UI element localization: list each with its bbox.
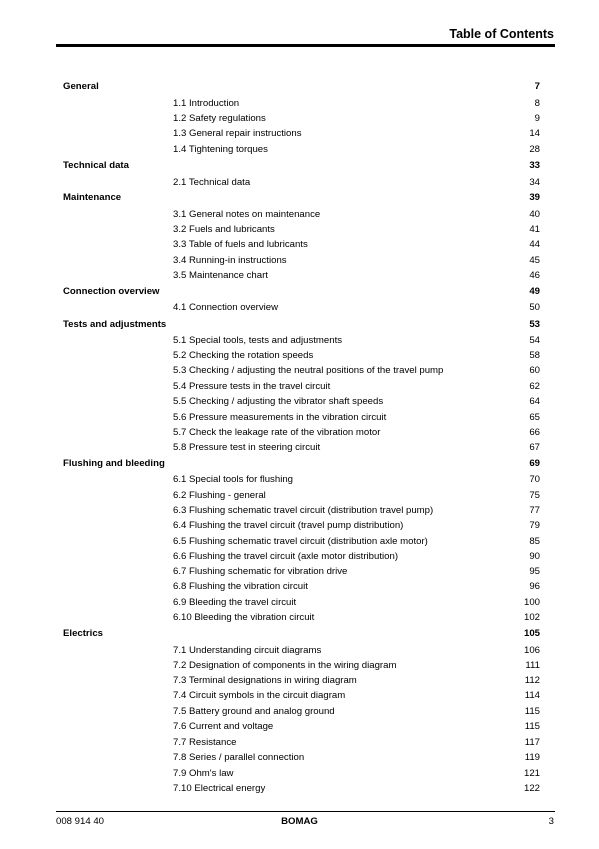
toc-page-number: 7 — [534, 81, 540, 92]
toc-item-row[interactable] — [0, 223, 599, 237]
header-rule — [56, 44, 555, 47]
toc-page-number: 41 — [529, 224, 540, 235]
toc-item-row[interactable] — [0, 689, 599, 703]
toc-item-title: 6.2 Flushing - general — [173, 490, 266, 501]
toc-item-title: 4.1 Connection overview — [173, 302, 279, 313]
toc-item-row[interactable] — [0, 611, 599, 625]
toc-item-row[interactable] — [0, 238, 599, 252]
toc-page-number: 96 — [529, 581, 540, 592]
toc-page-number: 60 — [529, 365, 540, 376]
toc-item-title: 3.3 Table of fuels and lubricants — [173, 239, 308, 250]
toc-item-title: 6.9 Bleeding the travel circuit — [173, 597, 297, 608]
toc-item-row[interactable] — [0, 550, 599, 564]
toc-item-row[interactable] — [0, 395, 599, 409]
toc-item-row[interactable] — [0, 411, 599, 425]
toc-page-number: 54 — [529, 335, 540, 346]
toc-item-row[interactable] — [0, 127, 599, 141]
toc-item-row[interactable] — [0, 674, 599, 688]
toc-page-number: 44 — [529, 239, 540, 250]
toc-item-row[interactable] — [0, 334, 599, 348]
toc-page-number: 28 — [529, 144, 540, 155]
toc-section-title: Tests and adjustments — [63, 319, 167, 330]
toc-item-row[interactable] — [0, 426, 599, 440]
toc-item-row[interactable] — [0, 580, 599, 594]
toc-section-title: Technical data — [63, 160, 129, 171]
toc-item-row[interactable] — [0, 705, 599, 719]
toc-item-title: 6.4 Flushing the travel circuit (travel pump distribution) — [173, 520, 404, 531]
toc-page-number: 33 — [529, 160, 540, 171]
toc-item-row[interactable] — [0, 269, 599, 283]
toc-section-title: Flushing and bleeding — [63, 458, 165, 469]
toc-item-row[interactable] — [0, 349, 599, 363]
toc-item-row[interactable] — [0, 364, 599, 378]
toc-item-row[interactable] — [0, 720, 599, 734]
toc-item-title: 7.4 Circuit symbols in the circuit diagram — [173, 690, 346, 701]
toc-item-row[interactable] — [0, 489, 599, 503]
toc-item-title: 2.1 Technical data — [173, 177, 251, 188]
toc-page-number: 50 — [529, 302, 540, 313]
toc-page-number: 77 — [529, 505, 540, 516]
toc-item-title: 5.4 Pressure tests in the travel circuit — [173, 381, 331, 392]
toc-item-row[interactable] — [0, 736, 599, 750]
toc-item-row[interactable] — [0, 97, 599, 111]
toc-item-title: 7.10 Electrical energy — [173, 783, 266, 794]
toc-page-number: 39 — [529, 192, 540, 203]
toc-page-number: 112 — [524, 675, 540, 686]
toc-item-title: 1.1 Introduction — [173, 98, 240, 109]
toc-item-title: 6.3 Flushing schematic travel circuit (distribution travel pump) — [173, 505, 434, 516]
toc-item-row[interactable] — [0, 504, 599, 518]
toc-item-row[interactable] — [0, 208, 599, 222]
toc-item-title: 7.6 Current and voltage — [173, 721, 274, 732]
toc-page-number: 46 — [529, 270, 540, 281]
toc-item-title: 5.5 Checking / adjusting the vibrator shaft speeds — [173, 396, 384, 407]
toc-page-number: 85 — [529, 536, 540, 547]
page-title: Table of Contents — [449, 27, 554, 41]
toc-item-title: 7.7 Resistance — [173, 737, 237, 748]
toc-page-number: 122 — [523, 783, 540, 794]
toc-item-row[interactable] — [0, 644, 599, 658]
toc-page-number: 100 — [523, 597, 540, 608]
toc-item-row[interactable] — [0, 596, 599, 610]
toc-page-number: 75 — [529, 490, 540, 501]
toc-page-number: 102 — [523, 612, 540, 623]
toc-item-title: 5.3 Checking / adjusting the neutral positions of the travel pump — [173, 365, 444, 376]
toc-page-number: 49 — [529, 286, 540, 297]
toc-page-number: 14 — [529, 128, 540, 139]
toc-item-row[interactable] — [0, 782, 599, 796]
document-number: 008 914 40 — [56, 816, 105, 827]
toc-item-row[interactable] — [0, 565, 599, 579]
toc-item-title: 3.5 Maintenance chart — [173, 270, 268, 281]
toc-page-number: 58 — [529, 350, 540, 361]
toc-item-title: 3.2 Fuels and lubricants — [173, 224, 275, 235]
toc-page-number: 115 — [524, 706, 540, 717]
toc-item-title: 7.5 Battery ground and analog ground — [173, 706, 335, 717]
toc-item-title: 3.1 General notes on maintenance — [173, 209, 321, 220]
toc-item-title: 6.10 Bleeding the vibration circuit — [173, 612, 315, 623]
toc-item-title: 7.3 Terminal designations in wiring diagram — [173, 675, 357, 686]
toc-item-title: 3.4 Running-in instructions — [173, 255, 287, 266]
toc-item-title: 6.1 Special tools for flushing — [173, 474, 293, 485]
toc-page-number: 105 — [523, 628, 540, 639]
page-number: 3 — [548, 816, 554, 827]
toc-page-number: 114 — [524, 690, 540, 701]
toc-section-title: General — [63, 81, 99, 92]
toc-item-row[interactable] — [0, 473, 599, 487]
toc-item-title: 6.5 Flushing schematic travel circuit (distribution axle motor) — [173, 536, 428, 547]
toc-page-number: 62 — [529, 381, 540, 392]
toc-item-title: 7.9 Ohm's law — [173, 768, 234, 779]
toc-item-row[interactable] — [0, 767, 599, 781]
toc-section-row[interactable] — [0, 318, 599, 332]
toc-item-title: 5.1 Special tools, tests and adjustments — [173, 335, 343, 346]
toc-item-title: 1.4 Tightening torques — [173, 144, 268, 155]
toc-item-title: 5.6 Pressure measurements in the vibration circuit — [173, 412, 387, 423]
toc-page-number: 95 — [529, 566, 540, 577]
toc-page-number: 53 — [529, 319, 540, 330]
toc-section-title: Connection overview — [63, 286, 160, 297]
footer-rule — [56, 811, 555, 812]
toc-page-number: 8 — [534, 98, 540, 109]
toc-item-row[interactable] — [0, 254, 599, 268]
toc-section-row[interactable] — [0, 80, 599, 94]
toc-page-number: 119 — [524, 752, 540, 763]
brand-name: BOMAG — [281, 816, 318, 827]
toc-item-title: 1.2 Safety regulations — [173, 113, 266, 124]
toc-item-title: 6.8 Flushing the vibration circuit — [173, 581, 308, 592]
toc-page-number: 106 — [523, 645, 540, 656]
toc-item-row[interactable] — [0, 751, 599, 765]
toc-page-number: 79 — [529, 520, 540, 531]
toc-item-row[interactable] — [0, 301, 599, 315]
toc-page-number: 115 — [524, 721, 540, 732]
toc-page-number: 66 — [529, 427, 540, 438]
toc-page-number: 64 — [529, 396, 540, 407]
toc-section-title: Electrics — [63, 628, 104, 639]
toc-page-number: 69 — [529, 458, 540, 469]
toc-item-row[interactable] — [0, 176, 599, 190]
toc-section-row[interactable] — [0, 191, 599, 205]
toc-page-number: 45 — [529, 255, 540, 266]
toc-item-row[interactable] — [0, 143, 599, 157]
toc-page-number: 111 — [525, 660, 540, 671]
toc-page-number: 34 — [529, 177, 540, 188]
toc-item-row[interactable] — [0, 112, 599, 126]
toc-page-number: 121 — [523, 768, 540, 779]
toc-section-row[interactable] — [0, 457, 599, 471]
toc-section-row[interactable] — [0, 627, 599, 641]
toc-page-number: 65 — [529, 412, 540, 423]
toc-item-title: 5.2 Checking the rotation speeds — [173, 350, 314, 361]
toc-item-title: 7.8 Series / parallel connection — [173, 752, 305, 763]
toc-item-row[interactable] — [0, 659, 599, 673]
toc-page-number: 70 — [529, 474, 540, 485]
toc-item-title: 5.8 Pressure test in steering circuit — [173, 442, 321, 453]
toc-page-number: 9 — [534, 113, 540, 124]
toc-page-number: 67 — [529, 442, 540, 453]
toc-page-number: 40 — [529, 209, 540, 220]
toc-section-row[interactable] — [0, 159, 599, 173]
toc-page-number: 90 — [529, 551, 540, 562]
toc-item-row[interactable] — [0, 441, 599, 455]
toc-item-row[interactable] — [0, 380, 599, 394]
toc-item-row[interactable] — [0, 519, 599, 533]
toc-item-title: 1.3 General repair instructions — [173, 128, 302, 139]
toc-item-title: 6.6 Flushing the travel circuit (axle motor distribution) — [173, 551, 399, 562]
toc-item-title: 7.2 Designation of components in the wiring diagram — [173, 660, 397, 671]
toc-section-title: Maintenance — [63, 192, 122, 203]
toc-page-number: 117 — [524, 737, 540, 748]
toc-item-title: 7.1 Understanding circuit diagrams — [173, 645, 322, 656]
toc-section-row[interactable] — [0, 285, 599, 299]
toc-item-title: 6.7 Flushing schematic for vibration drive — [173, 566, 348, 577]
toc-item-title: 5.7 Check the leakage rate of the vibration motor — [173, 427, 381, 438]
toc-item-row[interactable] — [0, 535, 599, 549]
